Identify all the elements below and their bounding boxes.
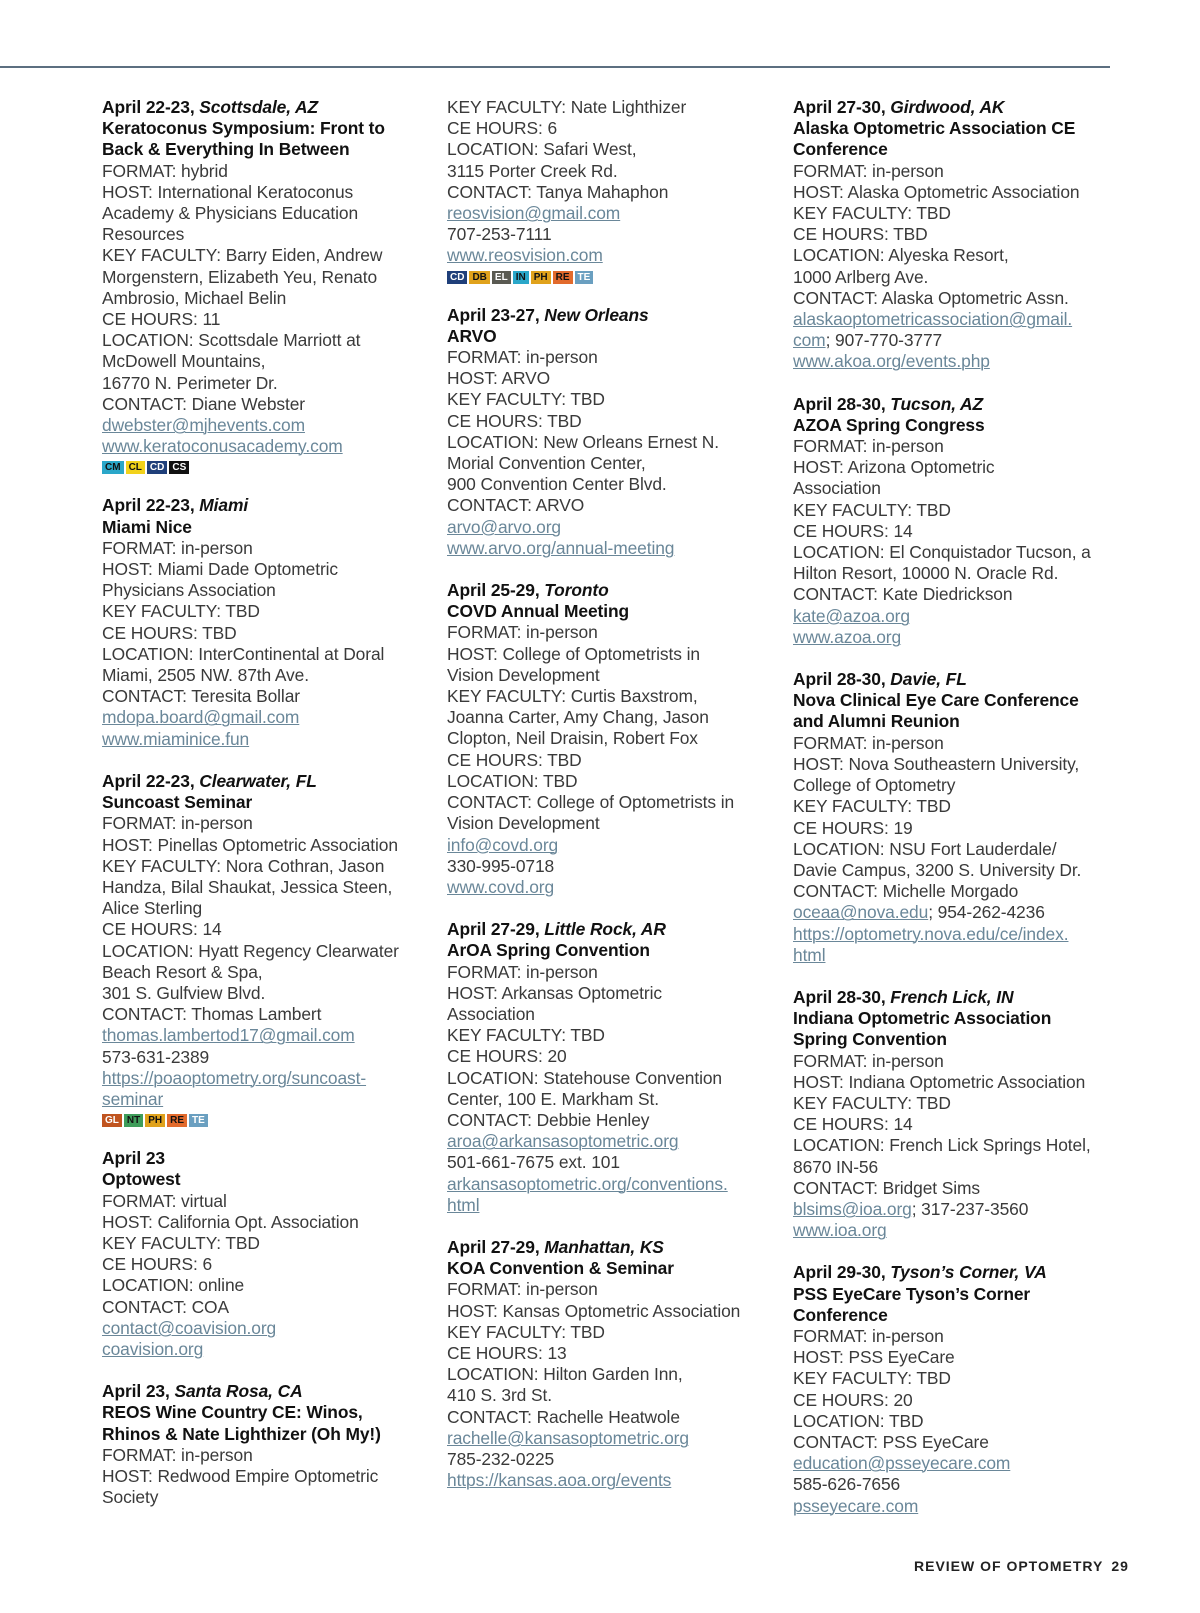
event-date-location [793, 987, 1123, 1008]
detail-line [793, 627, 1123, 648]
event-date: April 27-29, [447, 919, 540, 940]
detail-line: FORMAT: virtual [102, 1190, 227, 1211]
detail-link[interactable]: html [793, 944, 826, 965]
category-badge: CL [126, 461, 145, 474]
category-badge: PH [145, 1114, 165, 1127]
detail-line: FORMAT: in-person [793, 1050, 944, 1071]
detail-line: LOCATION: Scottsdale Marriott at [102, 330, 361, 351]
detail-line: HOST: ARVO [447, 368, 551, 389]
detail-line [793, 1220, 1123, 1241]
event-title: ARVO [447, 325, 497, 346]
detail-line: LOCATION: Statehouse Convention [447, 1067, 722, 1088]
detail-line: CONTACT: Debbie Henley [447, 1109, 650, 1130]
detail-line [102, 707, 432, 728]
detail-link[interactable]: psseyecare.com [793, 1495, 919, 1516]
event-date: April 22-23, [102, 495, 195, 516]
detail-line: Society [102, 1487, 159, 1508]
detail-line [793, 1453, 1123, 1474]
detail-line: CE HOURS: 14 [793, 520, 913, 541]
event-listing [102, 771, 432, 1127]
category-badge: CS [169, 461, 189, 474]
detail-line: 707-253-7111 [447, 224, 552, 245]
detail-line: Vision Development [447, 813, 600, 834]
detail-line: Academy & Physicians Education [102, 203, 359, 224]
detail-line: 410 S. 3rd St. [447, 1385, 552, 1406]
event-date: April 23, [102, 1381, 170, 1402]
category-badges [447, 271, 777, 284]
event-listing [102, 97, 432, 474]
detail-line: KEY FACULTY: TBD [793, 1368, 951, 1389]
detail-line: 3115 Porter Creek Rd. [447, 160, 618, 181]
detail-line: KEY FACULTY: Barry Eiden, Andrew [102, 245, 383, 266]
detail-link[interactable]: www.miaminice.fun [102, 728, 250, 749]
detail-line: KEY FACULTY: Nora Cothran, Jason [102, 855, 385, 876]
category-badge: PH [531, 271, 551, 284]
category-badge: CD [447, 271, 467, 284]
event-date-location [447, 580, 777, 601]
detail-line: FORMAT: in-person [793, 1325, 944, 1346]
event-listing [793, 1262, 1123, 1516]
detail-line: CE HOURS: 6 [102, 1254, 213, 1275]
event-title: REOS Wine Country CE: Winos, [102, 1402, 363, 1423]
category-badge: CM [102, 461, 124, 474]
event-date: April 23 [102, 1148, 165, 1169]
detail-line: HOST: California Opt. Association [102, 1211, 359, 1232]
category-badge: EL [492, 271, 511, 284]
detail-link[interactable]: html [447, 1194, 480, 1215]
column-3 [793, 97, 1123, 1538]
detail-line: McDowell Mountains, [102, 351, 266, 372]
detail-link[interactable]: contact@coavision.org [102, 1317, 277, 1338]
detail-line: CONTACT: ARVO [447, 495, 585, 516]
event-listing [793, 97, 1123, 373]
detail-line: KEY FACULTY: TBD [102, 601, 260, 622]
magazine-name: REVIEW OF OPTOMETRY [914, 1558, 1104, 1574]
detail-line: HOST: Arkansas Optometric [447, 982, 662, 1003]
detail-line: FORMAT: in-person [102, 537, 253, 558]
event-listing [447, 97, 777, 284]
detail-line: HOST: PSS EyeCare [793, 1347, 955, 1368]
detail-link[interactable]: blsims@ioa.org [793, 1198, 912, 1219]
detail-line: LOCATION: Alyeska Resort, [793, 245, 1009, 266]
detail-line: CONTACT: COA [102, 1296, 229, 1317]
event-location: Tucson, AZ [890, 393, 984, 414]
detail-line [447, 203, 777, 224]
event-date: April 28-30, [793, 986, 886, 1007]
detail-line [793, 924, 1123, 945]
event-date-location [793, 669, 1123, 690]
detail-line: CONTACT: PSS EyeCare [793, 1431, 989, 1452]
detail-line: KEY FACULTY: Nate Lighthizer [447, 97, 687, 117]
event-title: Miami Nice [102, 516, 192, 537]
detail-line: Miami, 2505 NW. 87th Ave. [102, 665, 309, 686]
detail-line [447, 1174, 777, 1195]
detail-line: HOST: Pinellas Optometric Association [102, 834, 398, 855]
detail-line: Center, 100 E. Markham St. [447, 1088, 659, 1109]
detail-line: 785-232-0225 [447, 1448, 555, 1469]
detail-line: FORMAT: in-person [447, 961, 598, 982]
detail-line: FORMAT: in-person [447, 347, 598, 368]
event-title: Back & Everything In Between [102, 139, 350, 160]
detail-line [447, 1470, 777, 1491]
detail-line [447, 1131, 777, 1152]
detail-link[interactable]: rachelle@kansasoptometric.org [447, 1427, 689, 1448]
detail-link[interactable]: dwebster@mjhevents.com [102, 415, 305, 436]
detail-line: Physicians Association [102, 580, 276, 601]
event-title: COVD Annual Meeting [447, 601, 629, 622]
event-title: PSS EyeCare Tyson’s Corner [793, 1283, 1031, 1304]
detail-line: CE HOURS: TBD [793, 224, 928, 245]
detail-phone: ; 317-237-3560 [911, 1198, 1029, 1219]
event-title: Suncoast Seminar [102, 792, 253, 813]
event-date-location [447, 305, 777, 326]
detail-line: Association [793, 478, 881, 499]
category-badge: IN [513, 271, 529, 284]
detail-line: Association [447, 1003, 535, 1024]
detail-line: Joanna Carter, Amy Chang, Jason [447, 707, 709, 728]
detail-line: LOCATION: Safari West, [447, 139, 637, 160]
detail-line: FORMAT: in-person [447, 622, 598, 643]
detail-line: HOST: Miami Dade Optometric [102, 559, 338, 580]
detail-link[interactable]: arvo@arvo.org [447, 516, 561, 537]
detail-line: Alice Sterling [102, 898, 203, 919]
detail-link[interactable]: mdopa.board@gmail.com [102, 707, 300, 728]
detail-line [793, 902, 1123, 923]
detail-line: KEY FACULTY: TBD [793, 499, 951, 520]
detail-link[interactable]: kate@azoa.org [793, 605, 910, 626]
event-location: Little Rock, AR [544, 919, 666, 940]
event-date: April 27-30, [793, 97, 886, 117]
detail-line: HOST: Kansas Optometric Association [447, 1300, 741, 1321]
event-date: April 25-29, [447, 580, 540, 601]
detail-line: 1000 Arlberg Ave. [793, 266, 929, 287]
top-rule [0, 66, 1110, 68]
event-title: AZOA Spring Congress [793, 414, 985, 435]
detail-line [102, 415, 432, 436]
detail-line: CE HOURS: 6 [447, 118, 558, 139]
detail-link[interactable]: oceaa@nova.edu [793, 902, 929, 923]
event-location: Miami [199, 495, 249, 516]
event-listing [102, 495, 432, 749]
detail-line: LOCATION: NSU Fort Lauderdale/ [793, 838, 1057, 859]
detail-line: CE HOURS: TBD [447, 749, 582, 770]
event-title: Conference [793, 1304, 888, 1325]
event-location: French Lick, IN [890, 986, 1014, 1007]
event-location: Tyson’s Corner, VA [890, 1262, 1047, 1283]
detail-line [793, 351, 1123, 372]
detail-line: LOCATION: Hilton Garden Inn, [447, 1364, 683, 1385]
event-date-location [102, 771, 432, 792]
page-footer [914, 1558, 1129, 1574]
event-location: Toronto [544, 580, 609, 601]
detail-line: CONTACT: Bridget Sims [793, 1177, 980, 1198]
event-title: KOA Convention & Seminar [447, 1258, 674, 1279]
detail-link[interactable]: info@covd.org [447, 834, 559, 855]
detail-line [793, 606, 1123, 627]
detail-line: FORMAT: in-person [447, 1279, 598, 1300]
detail-line: CONTACT: Michelle Morgado [793, 881, 1019, 902]
detail-line: CE HOURS: 14 [102, 919, 222, 940]
detail-line: CONTACT: Diane Webster [102, 393, 305, 414]
event-location: Davie, FL [890, 669, 967, 690]
event-listing [447, 580, 777, 898]
detail-line: CE HOURS: 11 [102, 309, 221, 330]
detail-line: 585-626-7656 [793, 1474, 901, 1495]
detail-phone: ; 907-770-3777 [825, 330, 943, 351]
detail-line [447, 877, 777, 898]
detail-line [102, 1025, 432, 1046]
detail-line: Morial Convention Center, [447, 453, 646, 474]
detail-line: CONTACT: Kate Diedrickson [793, 584, 1013, 605]
event-date: April 28-30, [793, 669, 886, 690]
event-date-location [102, 1381, 432, 1402]
event-title: ArOA Spring Convention [447, 940, 650, 961]
event-title: and Alumni Reunion [793, 711, 960, 732]
event-title: Conference [793, 139, 888, 160]
detail-link[interactable]: https://optometry.nova.edu/ce/index. [793, 923, 1069, 944]
detail-line [793, 330, 1123, 351]
category-badge: TE [575, 271, 594, 284]
event-location: Manhattan, KS [544, 1236, 664, 1257]
event-listing [447, 305, 777, 559]
event-date-location [447, 1237, 777, 1258]
detail-line [447, 517, 777, 538]
detail-line: 8670 IN-56 [793, 1156, 879, 1177]
category-badge: CD [147, 461, 167, 474]
detail-line [102, 1068, 432, 1089]
detail-line: 501-661-7675 ext. 101 [447, 1152, 620, 1173]
detail-line: KEY FACULTY: TBD [793, 796, 951, 817]
event-title: Indiana Optometric Association [793, 1008, 1052, 1029]
event-date: April 22-23, [102, 97, 195, 117]
detail-line: CE HOURS: 20 [793, 1389, 913, 1410]
column-1 [102, 97, 432, 1529]
detail-line: HOST: Nova Southeastern University, [793, 753, 1080, 774]
event-title: Nova Clinical Eye Care Conference [793, 690, 1079, 711]
category-badge: NT [124, 1114, 143, 1127]
detail-phone: ; 954-262-4236 [928, 902, 1045, 923]
detail-line [102, 1339, 432, 1360]
detail-line: Handza, Bilal Shaukat, Jessica Steen, [102, 876, 393, 897]
detail-line: LOCATION: New Orleans Ernest N. [447, 431, 719, 452]
detail-line: Vision Development [447, 664, 600, 685]
detail-line: KEY FACULTY: TBD [102, 1232, 260, 1253]
event-listing [793, 669, 1123, 966]
event-date-location [102, 495, 432, 516]
category-badge: GL [102, 1114, 122, 1127]
detail-line: CONTACT: Thomas Lambert [102, 1004, 322, 1025]
event-listing [102, 1148, 432, 1360]
event-location: Clearwater, FL [199, 770, 317, 791]
event-location: Scottsdale, AZ [199, 97, 319, 117]
detail-line: LOCATION: TBD [447, 770, 578, 791]
event-title: Alaska Optometric Association CE [793, 118, 1076, 139]
detail-line [447, 245, 777, 266]
detail-line: FORMAT: in-person [793, 436, 944, 457]
detail-line: HOST: International Keratoconus [102, 181, 354, 202]
detail-line: CE HOURS: TBD [102, 622, 237, 643]
detail-line: HOST: Alaska Optometric Association [793, 181, 1080, 202]
detail-line [102, 1089, 432, 1110]
detail-line: CE HOURS: 14 [793, 1114, 913, 1135]
event-date-location [102, 1148, 432, 1169]
detail-line: LOCATION: TBD [793, 1410, 924, 1431]
detail-line: LOCATION: El Conquistador Tucson, a [793, 542, 1091, 563]
detail-link[interactable]: aroa@arkansasoptometric.org [447, 1131, 679, 1152]
category-badge: DB [469, 271, 489, 284]
category-badges [102, 1114, 432, 1127]
detail-line: HOST: Indiana Optometric Association [793, 1071, 1086, 1092]
event-date-location [447, 919, 777, 940]
detail-line: 301 S. Gulfview Blvd. [102, 982, 266, 1003]
detail-link[interactable]: reosvision@gmail.com [447, 203, 621, 224]
detail-line: 900 Convention Center Blvd. [447, 474, 667, 495]
detail-line: Hilton Resort, 10000 N. Oracle Rd. [793, 563, 1059, 584]
category-badge: TE [189, 1114, 208, 1127]
event-date: April 27-29, [447, 1236, 540, 1257]
detail-line [447, 538, 777, 559]
event-title: Rhinos & Nate Lighthizer (Oh My!) [102, 1423, 381, 1444]
detail-line: HOST: Arizona Optometric [793, 457, 995, 478]
event-date: April 28-30, [793, 393, 886, 414]
detail-link[interactable]: https://kansas.aoa.org/events [447, 1470, 672, 1491]
detail-line: HOST: College of Optometrists in [447, 643, 700, 664]
event-date-location [793, 97, 1123, 118]
event-location: New Orleans [544, 304, 649, 325]
detail-link[interactable]: thomas.lambertod17@gmail.com [102, 1025, 355, 1046]
detail-link[interactable]: https://poaoptometry.org/suncoast- [102, 1067, 367, 1088]
category-badges [102, 461, 432, 474]
column-2 [447, 97, 777, 1512]
detail-line: CONTACT: Tanya Mahaphon [447, 181, 669, 202]
detail-line: CONTACT: Teresita Bollar [102, 686, 300, 707]
detail-line: HOST: Redwood Empire Optometric [102, 1465, 379, 1486]
detail-line [447, 1428, 777, 1449]
detail-line [793, 309, 1123, 330]
detail-line: 330-995-0718 [447, 855, 555, 876]
detail-link[interactable]: arkansasoptometric.org/conventions. [447, 1173, 728, 1194]
detail-line [793, 1496, 1123, 1517]
detail-line: FORMAT: in-person [793, 160, 944, 181]
event-date-location [793, 394, 1123, 415]
detail-line [447, 1195, 777, 1216]
detail-link[interactable]: www.keratoconusacademy.com [102, 436, 343, 457]
detail-line: FORMAT: in-person [793, 732, 944, 753]
detail-line: LOCATION: online [102, 1275, 245, 1296]
detail-line: Ambrosio, Michael Belin [102, 287, 287, 308]
event-title: Spring Convention [793, 1029, 947, 1050]
detail-line: College of Optometry [793, 775, 956, 796]
detail-line: 16770 N. Perimeter Dr. [102, 372, 278, 393]
detail-line: CONTACT: Alaska Optometric Assn. [793, 287, 1069, 308]
detail-line: KEY FACULTY: TBD [447, 1025, 605, 1046]
detail-line [102, 1318, 432, 1339]
detail-link[interactable]: www.reosvision.com [447, 245, 603, 266]
event-title: Keratoconus Symposium: Front to [102, 118, 385, 139]
event-date-location [102, 97, 432, 118]
event-location: Girdwood, AK [890, 97, 1005, 117]
event-date-location [793, 1262, 1123, 1283]
detail-link[interactable]: www.arvo.org/annual-meeting [447, 537, 675, 558]
detail-link[interactable]: www.covd.org [447, 876, 555, 897]
detail-link[interactable]: education@psseyecare.com [793, 1453, 1011, 1474]
detail-line: FORMAT: in-person [102, 1444, 253, 1465]
event-location: Santa Rosa, CA [174, 1381, 303, 1402]
detail-line: FORMAT: in-person [102, 813, 253, 834]
event-listing [793, 394, 1123, 648]
event-title: Optowest [102, 1169, 181, 1190]
detail-line [102, 436, 432, 457]
category-badge: RE [167, 1114, 187, 1127]
detail-line: Resources [102, 224, 185, 245]
detail-line: CE HOURS: TBD [447, 410, 582, 431]
detail-line: Clopton, Neil Draisin, Robert Fox [447, 728, 698, 749]
detail-link[interactable]: alaskaoptometricassociation@gmail. [793, 309, 1073, 330]
detail-line: KEY FACULTY: TBD [447, 1321, 605, 1342]
event-listing [447, 1237, 777, 1491]
detail-line: Beach Resort & Spa, [102, 961, 263, 982]
detail-line [793, 945, 1123, 966]
detail-line: Davie Campus, 3200 S. University Dr. [793, 859, 1082, 880]
event-date: April 23-27, [447, 304, 540, 325]
detail-line: CE HOURS: 19 [793, 817, 913, 838]
event-date: April 22-23, [102, 770, 195, 791]
detail-line [793, 1199, 1123, 1220]
detail-line: LOCATION: Hyatt Regency Clearwater [102, 940, 399, 961]
detail-link[interactable]: seminar [102, 1088, 164, 1109]
detail-line: LOCATION: French Lick Springs Hotel, [793, 1135, 1091, 1156]
detail-line: Morgenstern, Elizabeth Yeu, Renato [102, 266, 378, 287]
event-date: April 29-30, [793, 1262, 886, 1283]
page-number: 29 [1111, 1558, 1129, 1574]
detail-line [447, 835, 777, 856]
detail-line: KEY FACULTY: TBD [793, 1092, 951, 1113]
detail-line: KEY FACULTY: TBD [793, 203, 951, 224]
detail-link[interactable]: www.ioa.org [793, 1220, 887, 1241]
detail-link[interactable]: www.azoa.org [793, 626, 902, 647]
detail-line: FORMAT: hybrid [102, 160, 228, 181]
detail-line: LOCATION: InterContinental at Doral [102, 643, 385, 664]
detail-line: KEY FACULTY: Curtis Baxstrom, [447, 686, 698, 707]
event-listing [102, 1381, 432, 1508]
detail-line: CE HOURS: 13 [447, 1342, 567, 1363]
detail-link[interactable]: www.akoa.org/events.php [793, 351, 990, 372]
event-listing [447, 919, 777, 1216]
detail-line: 573-631-2389 [102, 1046, 210, 1067]
detail-line [102, 729, 432, 750]
detail-line: CONTACT: Rachelle Heatwole [447, 1406, 680, 1427]
detail-link[interactable]: coavision.org [102, 1338, 204, 1359]
event-listing [793, 987, 1123, 1241]
detail-line: CE HOURS: 20 [447, 1046, 567, 1067]
detail-line: KEY FACULTY: TBD [447, 389, 605, 410]
detail-link[interactable]: com [793, 330, 826, 351]
category-badge: RE [553, 271, 573, 284]
detail-line: CONTACT: College of Optometrists in [447, 792, 735, 813]
